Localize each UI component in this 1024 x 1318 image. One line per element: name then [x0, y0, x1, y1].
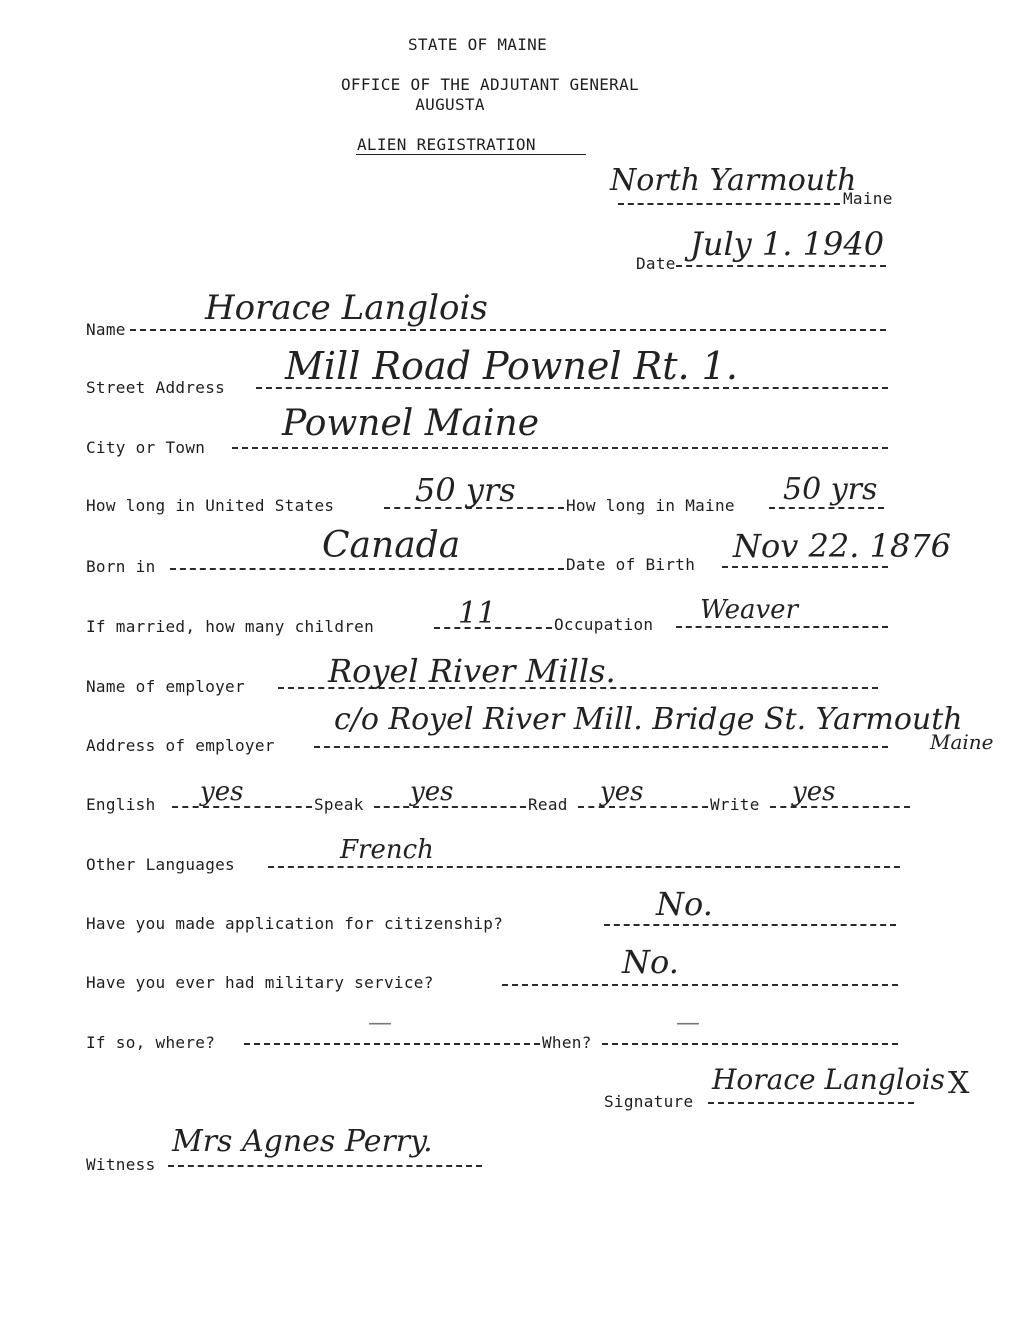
date-label: Date — [636, 254, 676, 273]
place-suffix: Maine — [843, 189, 893, 208]
born-in-line — [170, 568, 564, 570]
occupation-label: Occupation — [554, 615, 654, 634]
other-languages-label: Other Languages — [86, 855, 235, 874]
employer-address-label: Address of employer — [86, 736, 275, 755]
signature-mark: X — [948, 1066, 970, 1101]
signature-line — [708, 1102, 914, 1104]
employer-address-value-2: Maine — [930, 730, 994, 754]
name-value: Horace Langlois — [205, 288, 488, 328]
place-line — [618, 203, 840, 205]
born-in-label: Born in — [86, 557, 156, 576]
header-title-underline — [356, 154, 586, 155]
header-title: ALIEN REGISTRATION — [357, 135, 536, 154]
date-handwritten: July 1. 1940 — [690, 225, 885, 263]
when-value: — — [676, 1008, 700, 1036]
date-of-birth-line — [722, 566, 888, 568]
place-handwritten: North Yarmouth — [610, 163, 857, 198]
street-address-value: Mill Road Pownel Rt. 1. — [285, 344, 738, 388]
military-value: No. — [622, 943, 679, 981]
witness-label: Witness — [86, 1155, 156, 1174]
write-label: Write — [710, 795, 760, 814]
read-label: Read — [528, 795, 568, 814]
other-languages-line — [268, 866, 900, 868]
how-long-maine-line — [769, 507, 884, 509]
military-line — [502, 984, 898, 986]
english-label: English — [86, 795, 156, 814]
employer-name-value: Royel River Mills. — [328, 652, 616, 690]
header-state: STATE OF MAINE — [407, 35, 548, 54]
signature-value: Horace Langlois — [712, 1063, 945, 1096]
where-line — [244, 1043, 540, 1045]
employer-address-line — [314, 746, 888, 748]
header-city: AUGUSTA — [415, 95, 485, 114]
city-label: City or Town — [86, 438, 206, 457]
city-line — [232, 447, 888, 449]
children-label: If married, how many children — [86, 617, 375, 636]
name-label: Name — [86, 320, 126, 339]
read-value: yes — [600, 777, 644, 807]
born-in-value: Canada — [322, 525, 461, 566]
street-address-label: Street Address — [86, 378, 226, 397]
speak-value: yes — [410, 777, 454, 807]
how-long-maine-label: How long in Maine — [566, 496, 735, 515]
children-value: 11 — [458, 596, 497, 631]
other-languages-value: French — [340, 835, 434, 865]
header-office: OFFICE OF THE ADJUTANT GENERAL — [341, 75, 639, 94]
when-label: When? — [542, 1033, 592, 1052]
citizenship-value: No. — [656, 885, 713, 923]
where-value: — — [368, 1008, 392, 1036]
citizenship-line — [604, 924, 896, 926]
date-of-birth-value: Nov 22. 1876 — [733, 527, 952, 565]
citizenship-label: Have you made application for citizenship? — [86, 914, 504, 933]
employer-address-value: c/o Royel River Mill. Bridge St. Yarmouth — [334, 702, 963, 737]
how-long-us-value: 50 yrs — [415, 471, 516, 509]
english-value: yes — [200, 777, 244, 807]
witness-line — [168, 1165, 482, 1167]
how-long-maine-value: 50 yrs — [783, 472, 878, 507]
how-long-us-label: How long in United States — [86, 496, 335, 515]
date-of-birth-label: Date of Birth — [566, 555, 696, 574]
when-line — [602, 1043, 898, 1045]
employer-name-label: Name of employer — [86, 677, 245, 696]
signature-label: Signature — [604, 1092, 694, 1111]
speak-label: Speak — [314, 795, 364, 814]
city-value: Pownel Maine — [282, 403, 540, 444]
write-value: yes — [792, 777, 836, 807]
occupation-value: Weaver — [700, 595, 798, 625]
write-line — [770, 806, 910, 808]
name-line — [130, 329, 886, 331]
where-label: If so, where? — [86, 1033, 216, 1052]
date-line — [676, 265, 886, 267]
military-label: Have you ever had military service? — [86, 973, 434, 992]
witness-value: Mrs Agnes Perry. — [172, 1124, 433, 1159]
occupation-line — [676, 626, 888, 628]
